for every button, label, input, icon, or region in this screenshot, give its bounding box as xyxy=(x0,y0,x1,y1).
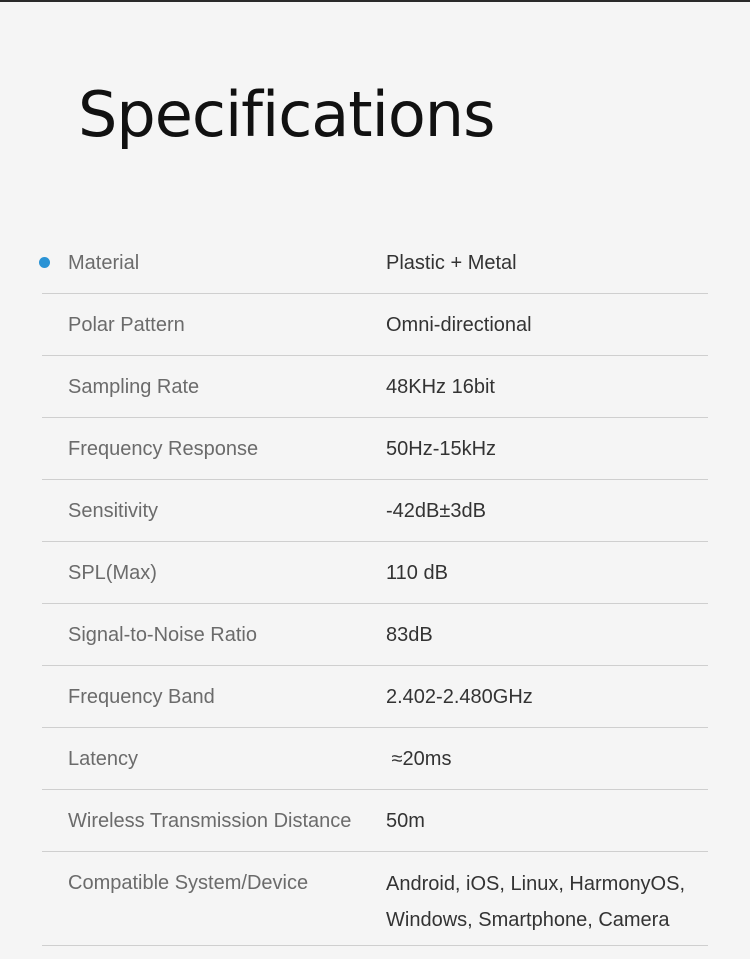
spec-value: 2.402-2.480GHz xyxy=(386,686,533,708)
spec-row-frequency-response xyxy=(42,418,708,480)
page-title: Specifications xyxy=(78,78,495,151)
spec-row-sampling-rate xyxy=(42,356,708,418)
spec-label: Polar Pattern xyxy=(68,314,185,336)
spec-value xyxy=(386,866,716,938)
spec-row-compatible-systems xyxy=(42,852,708,946)
spec-label: SPL(Max) xyxy=(68,562,157,584)
spec-row-frequency-band xyxy=(42,666,708,728)
spec-value: ≈20ms xyxy=(386,748,452,770)
spec-row-material xyxy=(42,232,708,294)
spec-row-latency xyxy=(42,728,708,790)
spec-row-spl-max xyxy=(42,542,708,604)
spec-row-transmission-distance xyxy=(42,790,708,852)
spec-label: Wireless Transmission Distance xyxy=(68,810,352,832)
spec-value: 50Hz-15kHz xyxy=(386,438,497,460)
spec-table xyxy=(42,232,708,946)
spec-value: -42dB±3dB xyxy=(386,500,486,522)
spec-label: Frequency Response xyxy=(68,438,259,460)
spec-label: Latency xyxy=(68,748,139,770)
spec-value: 50m xyxy=(386,810,425,832)
spec-label: Signal-to-Noise Ratio xyxy=(68,624,257,646)
bullet-dot-icon xyxy=(39,257,50,268)
spec-label: Frequency Band xyxy=(68,686,215,708)
spec-label: Sampling Rate xyxy=(68,376,200,398)
spec-value-line: Windows, Smartphone, Camera xyxy=(386,909,670,931)
spec-label: Compatible System/Device xyxy=(68,872,309,894)
spec-value: 83dB xyxy=(386,624,433,646)
spec-row-sensitivity xyxy=(42,480,708,542)
spec-label: Material xyxy=(68,252,140,274)
spec-value-line: Android, iOS, Linux, HarmonyOS, xyxy=(386,873,686,895)
spec-label: Sensitivity xyxy=(68,500,159,522)
spec-value: Omni-directional xyxy=(386,314,532,336)
spec-value: 48KHz 16bit xyxy=(386,376,495,398)
spec-row-polar-pattern xyxy=(42,294,708,356)
spec-value: 110 dB xyxy=(386,562,448,584)
spec-row-snr xyxy=(42,604,708,666)
spec-value: Plastic + Metal xyxy=(386,252,517,274)
top-border xyxy=(0,0,750,2)
